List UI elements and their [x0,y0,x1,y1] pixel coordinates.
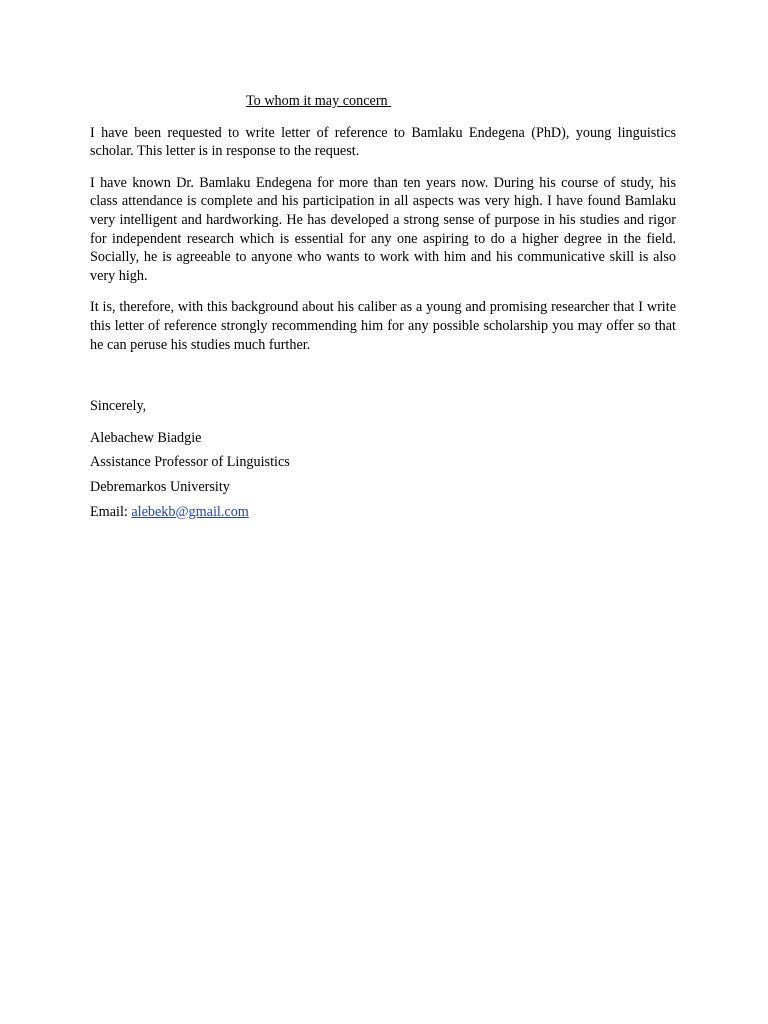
closing-salutation: Sincerely, [90,398,147,415]
paragraph-request: I have been requested to write letter of reference to Bamlaku Endegena (PhD), young linguistics scholar. This letter is in response to the request. [90,124,676,160]
letter-body [90,92,676,527]
paragraph-recommendation: It is, therefore, with this background about his caliber as a young and promising researcher that I write this letter of reference strongly recommending him for any possible scholarship you may offer so that he can peruse his studies much further. [90,299,676,353]
signature-block [90,429,676,521]
signer-name: Alebachew Biadgie [90,429,202,446]
letter-heading: To whom it may concern [246,93,392,109]
email-label: Email: [90,503,132,520]
email-link[interactable]: alebekb@gmail.com [131,503,249,520]
signer-title: Assistance Professor of Linguistics [90,454,290,471]
signer-email-line [90,503,676,522]
paragraph-acquaintance: I have known Dr. Bamlaku Endegena for more than ten years now. During his course of study, his class attendance is complete and his participation in all aspects was very high. I have found Bamlaku very intelligent and hardworking. He has developed a strong sense of purpose in his studies and rigor for independent research which is essential for any one aspiring to do a higher degree in the field. Socially, he is agreeable to anyone who wants to work with him and his communicative skill is also very high. [90,174,676,284]
signer-institution: Debremarkos University [90,478,230,495]
